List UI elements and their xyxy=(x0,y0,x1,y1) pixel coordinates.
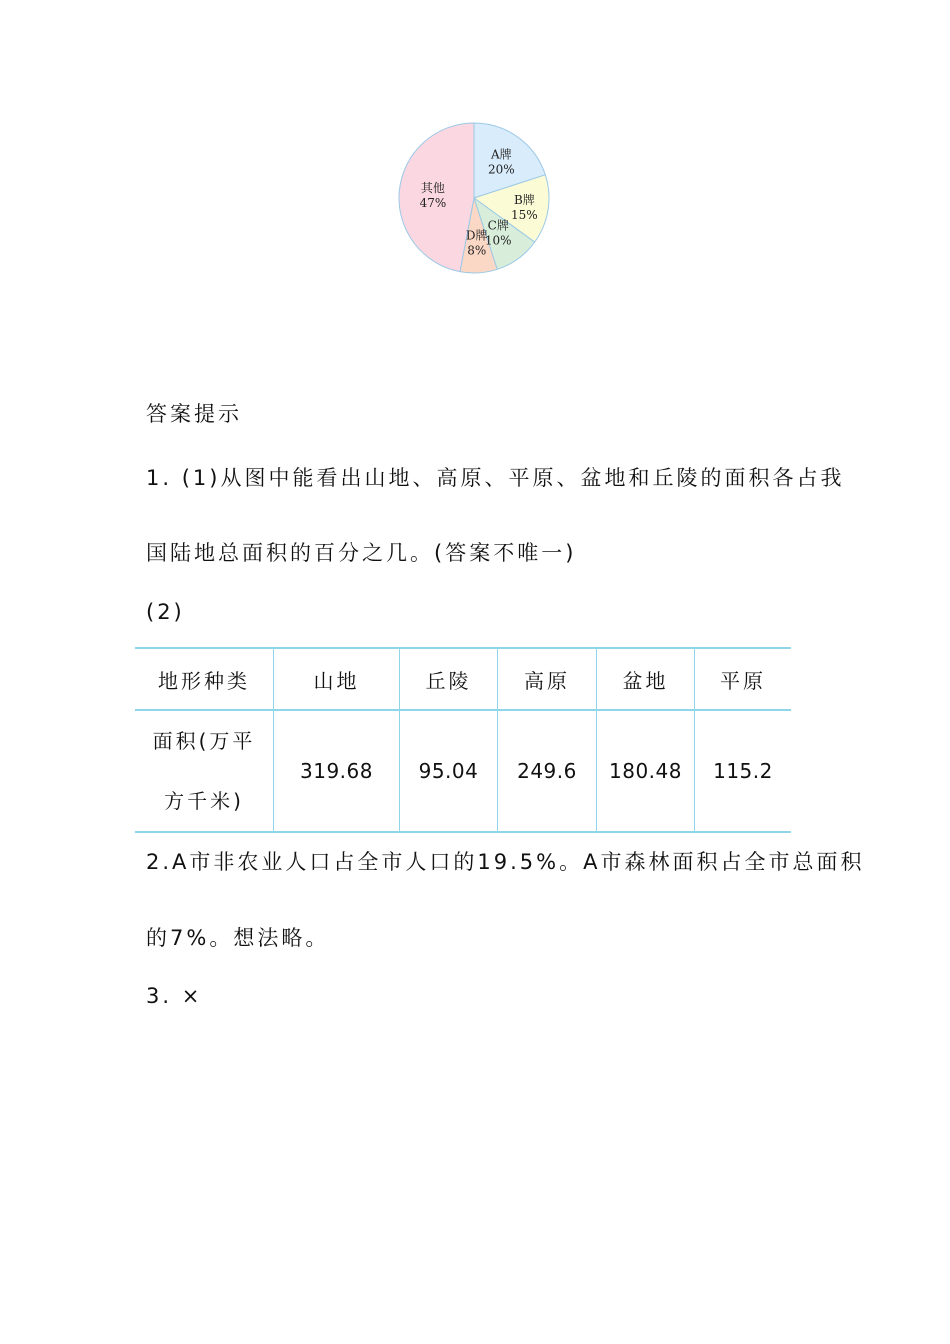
pie-slice-percent: 20% xyxy=(487,162,515,177)
answer-2-line-2: 的7%。想法略。 xyxy=(146,926,330,950)
pie-slice-percent: 10% xyxy=(484,233,512,248)
answer-1-line-1: 1. (1)从图中能看出山地、高原、平原、盆地和丘陵的面积各占我 xyxy=(146,466,845,490)
pie-slice-percent: 15% xyxy=(511,207,538,222)
header-basin: 盆地 xyxy=(597,648,695,710)
answer-1-line-2: 国陆地总面积的百分之几。(答案不唯一) xyxy=(146,541,577,565)
terrain-area-table xyxy=(135,647,791,833)
value-basin: 180.48 xyxy=(597,710,695,832)
header-plain: 平原 xyxy=(695,648,792,710)
header-plateau: 高原 xyxy=(498,648,597,710)
value-plain: 115.2 xyxy=(695,710,792,832)
pie-slice-name: A牌 xyxy=(490,147,512,162)
value-plateau: 249.6 xyxy=(498,710,597,832)
table-row xyxy=(135,710,791,832)
table-header-row xyxy=(135,648,791,710)
header-hills: 丘陵 xyxy=(400,648,498,710)
pie-slice-percent: 8% xyxy=(467,243,487,258)
header-terrain-type: 地形种类 xyxy=(135,648,274,710)
answer-3: 3. × xyxy=(146,984,203,1008)
value-hills: 95.04 xyxy=(400,710,498,832)
pie-slice-name: B牌 xyxy=(513,192,535,207)
value-mountain: 319.68 xyxy=(274,710,400,832)
row-label-area xyxy=(135,710,274,832)
pie-slice-percent: 47% xyxy=(419,196,447,211)
header-mountain: 山地 xyxy=(274,648,400,710)
pie-slice-name: D牌 xyxy=(465,228,488,243)
pie-slice-name: 其他 xyxy=(420,181,445,196)
row-label-line-2: 方千米) xyxy=(164,789,244,813)
market-share-pie-chart xyxy=(392,116,556,280)
row-label-line-1: 面积(万平 xyxy=(152,729,256,753)
answer-1-part-2: (2) xyxy=(146,600,185,624)
answer-heading: 答案提示 xyxy=(146,402,242,426)
pie-slice-name: C牌 xyxy=(487,218,509,233)
answer-2-line-1: 2.A市非农业人口占全市人口的19.5%。A市森林面积占全市总面积 xyxy=(146,850,865,874)
